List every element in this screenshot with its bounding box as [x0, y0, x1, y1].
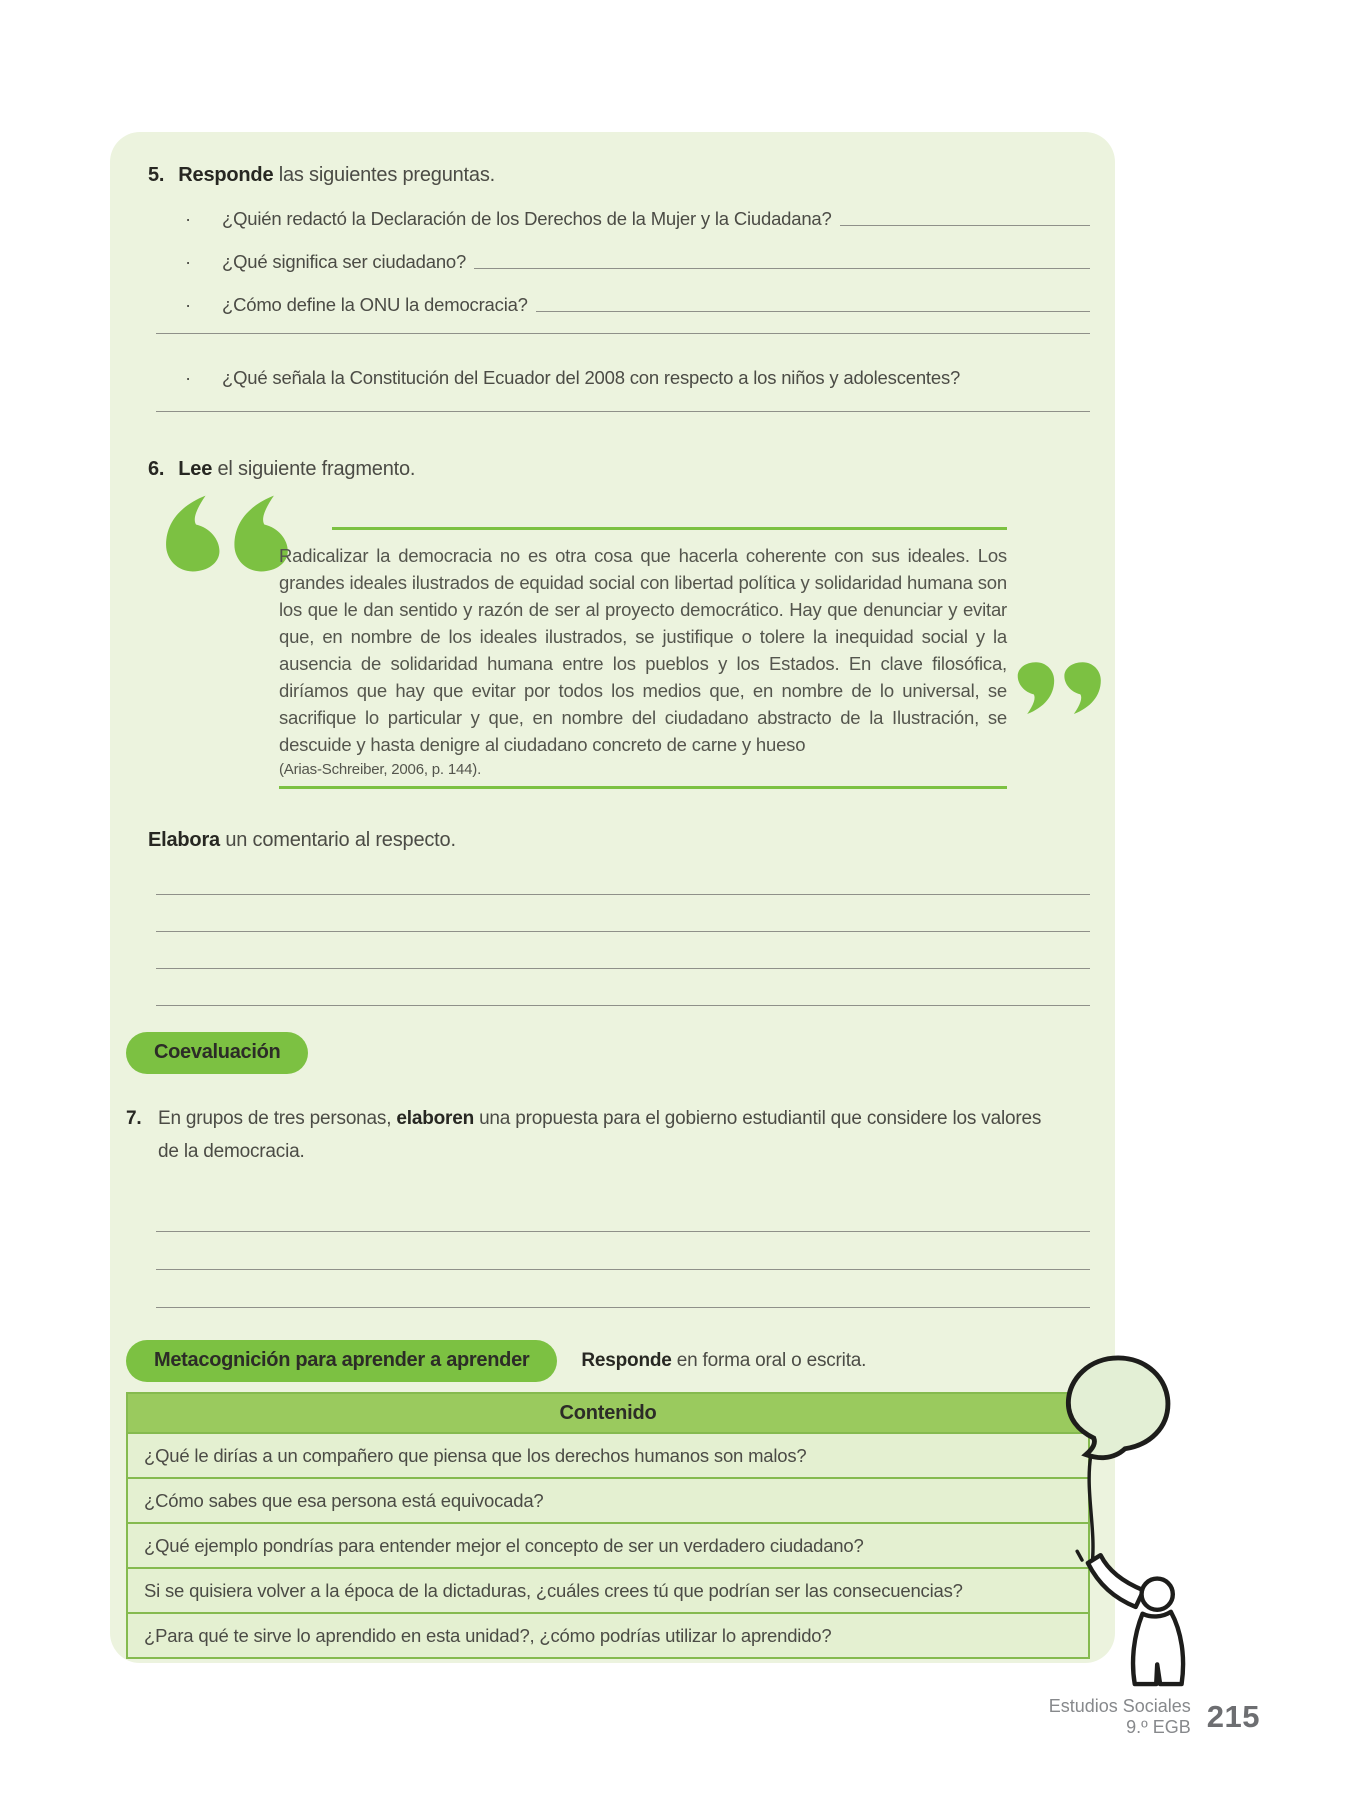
metacognition-instruction [581, 1350, 866, 1372]
footer-grade: 9.º EGB [1126, 1717, 1191, 1738]
exercise7-rest: una propuesta para el gobierno estudiantil que considere los valores de la democracia. [158, 1108, 1042, 1162]
answer-line [156, 969, 1090, 1006]
exercise7-number: 7. [126, 1108, 142, 1129]
coevaluacion-badge: Coevaluación [126, 1032, 308, 1074]
answer-line [156, 1232, 1090, 1270]
exercise5-number: 5. [148, 164, 165, 186]
question-text: ¿Qué significa ser ciudadano? [222, 251, 467, 272]
question-item [185, 251, 1090, 273]
page-footer [1049, 1696, 1260, 1738]
exercise5-heading-text: las siguientes preguntas. [273, 164, 495, 186]
bullet-icon: · [185, 367, 191, 388]
exercise-panel [110, 132, 1115, 1663]
question-text: ¿Quién redactó la Declaración de los Derechos de la Mujer y la Ciudadana? [222, 208, 832, 229]
speech-bubble-balloon-icon [1068, 1358, 1168, 1458]
metacognition-instruction-rest: en forma oral o escrita. [671, 1350, 867, 1371]
page-number: 215 [1206, 1699, 1260, 1735]
metacognition-header [126, 1340, 1090, 1382]
exercise7-text [158, 1102, 1058, 1168]
answer-line [156, 1270, 1090, 1308]
answer-line [840, 225, 1090, 226]
exercise6-followup-text: un comentario al respecto. [219, 829, 456, 851]
exercise7-verb: elaboren [396, 1108, 474, 1129]
quote-citation: (Arias-Schreiber, 2006, p. 144). [279, 761, 482, 778]
balloon-person-illustration [1042, 1350, 1247, 1692]
person-figure [1088, 1555, 1183, 1684]
bullet-icon: · [185, 294, 191, 315]
bullet-icon: · [185, 208, 191, 229]
answer-line [474, 268, 1090, 269]
table-row: ¿Cómo sabes que esa persona está equivocada? [128, 1477, 1088, 1522]
question-item [185, 208, 1090, 230]
quotation-block [165, 493, 1090, 789]
answer-lines-group [156, 858, 1090, 1006]
exercise6-followup-verb: Elabora [148, 829, 220, 851]
answer-line [536, 311, 1090, 312]
balloon-string [1089, 1456, 1093, 1567]
bullet-icon: · [185, 251, 191, 272]
answer-lines-group [156, 1194, 1090, 1308]
quote-text: Radicalizar la democracia no es otra cosa que hacerla coherente con sus ideales. Los grandes ideales ilustrados de equidad social con libertad política y solidaridad humana son los que le dan sentido y razón de ser al proyecto democrático. Hay que denunciar y evitar que, en nombre de los ideales ilustrados, se justifique o tolere la inequidad social y la ausencia de solidaridad humana entre los pueblos y los Estados. En clave filosófica, diríamos que hay que evitar por todos los medios que, en nombre de lo universal, se sacrifique lo particular y que, en nombre del ciudadano abstracto de la Ilustración, se descuide y hasta denigre al ciudadano concreto de carne y hueso [279, 545, 1007, 755]
quote-rule-top [332, 527, 1007, 530]
opening-quote-icon [165, 493, 279, 789]
quote-body [279, 493, 1007, 789]
metacognition-badge: Metacognición para aprender a aprender [126, 1340, 557, 1382]
answer-line [156, 1194, 1090, 1232]
question-item [185, 294, 1090, 316]
answer-line [156, 858, 1090, 895]
footer-subject: Estudios Sociales [1048, 1696, 1191, 1716]
table-header-contenido: Contenido [128, 1394, 1088, 1432]
metacognition-table [126, 1392, 1090, 1659]
exercise7-heading [126, 1102, 1090, 1168]
table-row: ¿Para qué te sirve lo aprendido en esta unidad?, ¿cómo podrías utilizar lo aprendido? [128, 1612, 1088, 1657]
metacognition-instruction-verb: Responde [581, 1350, 672, 1371]
quote-rule-bottom [279, 786, 1007, 789]
question-text: ¿Cómo define la ONU la democracia? [222, 294, 528, 315]
exercise7-lead: En grupos de tres personas, [158, 1108, 397, 1129]
closing-quote-icon [1017, 661, 1103, 721]
table-row: Si se quisiera volver a la época de la dictaduras, ¿cuáles crees tú que podrían ser las consecuencias? [128, 1567, 1088, 1612]
question-item [185, 367, 1090, 389]
exercise6-verb: Lee [178, 458, 213, 480]
question-text: ¿Qué señala la Constitución del Ecuador del 2008 con respecto a los niños y adolescentes? [222, 367, 961, 388]
exercise5-heading [148, 164, 1090, 187]
exercise6-heading-text: el siguiente fragmento. [212, 458, 416, 480]
table-row: ¿Qué ejemplo pondrías para entender mejor el concepto de ser un verdadero ciudadano? [128, 1522, 1088, 1567]
exercise5-verb: Responde [178, 164, 274, 186]
footer-subject-grade [1049, 1696, 1191, 1738]
answer-line [156, 333, 1090, 334]
answer-line [156, 895, 1090, 932]
exercise6-number: 6. [148, 458, 165, 480]
exercise6-followup [148, 829, 1090, 852]
exercise6-heading [148, 458, 1090, 481]
answer-line [156, 411, 1090, 412]
table-row: ¿Qué le dirías a un compañero que piensa que los derechos humanos son malos? [128, 1432, 1088, 1477]
answer-line [156, 932, 1090, 969]
